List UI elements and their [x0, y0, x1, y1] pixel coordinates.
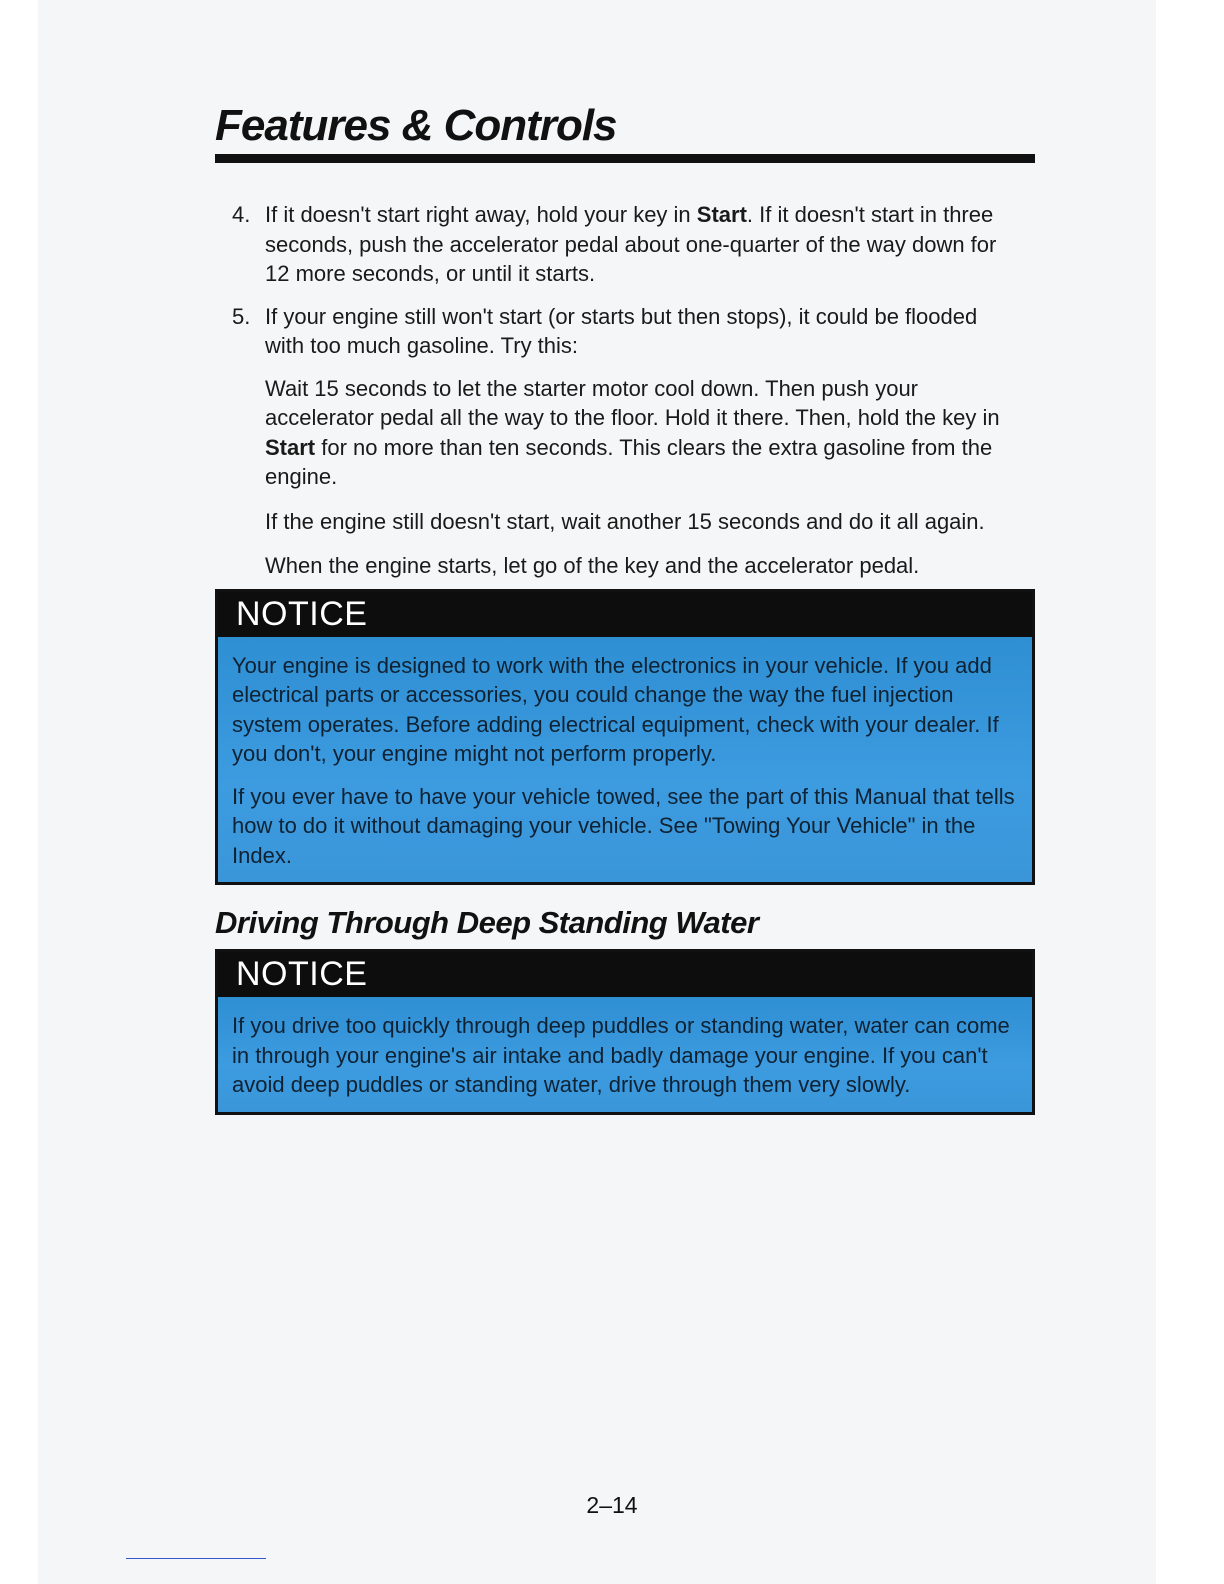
notice-paragraph: If you ever have to have your vehicle towed, see the part of this Manual that tells how to do it without damaging your vehicle. See "Towing Your Vehicle" in the Index. — [232, 783, 1015, 868]
paragraph-retry: If the engine still doesn't start, wait another 15 seconds and do it all again. — [265, 508, 985, 534]
notice-paragraph: If you drive too quickly through deep puddles or standing water, water can come in through your engine's air intake and badly damage your engine. If you can't avoid deep puddles or standing water, drive through them very slowly. — [232, 1013, 1010, 1097]
notice-body — [218, 637, 1032, 883]
paragraph-text: Wait 15 seconds to let the starter motor cool down. Then push your accelerator pedal all the way to the floor. Hold it there. Then, hold the key in — [265, 375, 1000, 430]
page-content — [215, 100, 1035, 1115]
paragraph-wait — [265, 374, 1021, 492]
step-5 — [215, 302, 1035, 361]
start-keyword: Start — [265, 434, 316, 460]
notice-box-electronics — [215, 589, 1035, 886]
step-number: 5. — [232, 303, 251, 329]
notice-box-water — [215, 949, 1035, 1115]
notice-body — [218, 997, 1032, 1112]
page-number: 2–14 — [586, 1492, 638, 1518]
step-4 — [215, 200, 1035, 289]
start-keyword: Start — [696, 202, 747, 227]
step-text: If your engine still won't start (or starts but then stops), it could be flooded with too much gasoline. Try this: — [265, 303, 978, 358]
notice-heading: NOTICE — [218, 952, 1032, 997]
step-list — [215, 200, 1035, 361]
notice-paragraph: Your engine is designed to work with the electronics in your vehicle. If you add electrical parts or accessories, you could change the way the fuel injection system operates. Before adding electrical equipment, check with your dealer. If you don't, your engine might not perform properly. — [232, 652, 999, 766]
step-text: If it doesn't start right away, hold your key in — [265, 202, 697, 227]
step-text: . If it doesn't start in three seconds, push the accelerator pedal about one-quarter of the way down for 12 more seconds, or until it starts. — [265, 202, 997, 286]
paragraph-release: When the engine starts, let go of the key and the accelerator pedal. — [265, 553, 920, 578]
title-rule — [215, 154, 1035, 163]
section-heading: Driving Through Deep Standing Water — [215, 905, 759, 940]
paragraph-text: for no more than ten seconds. This clears the extra gasoline from the engine. — [265, 434, 993, 489]
bottom-link-underline — [126, 1558, 266, 1559]
notice-heading: NOTICE — [218, 592, 1032, 637]
page-title: Features & Controls — [215, 101, 617, 150]
step-number: 4. — [232, 202, 251, 227]
